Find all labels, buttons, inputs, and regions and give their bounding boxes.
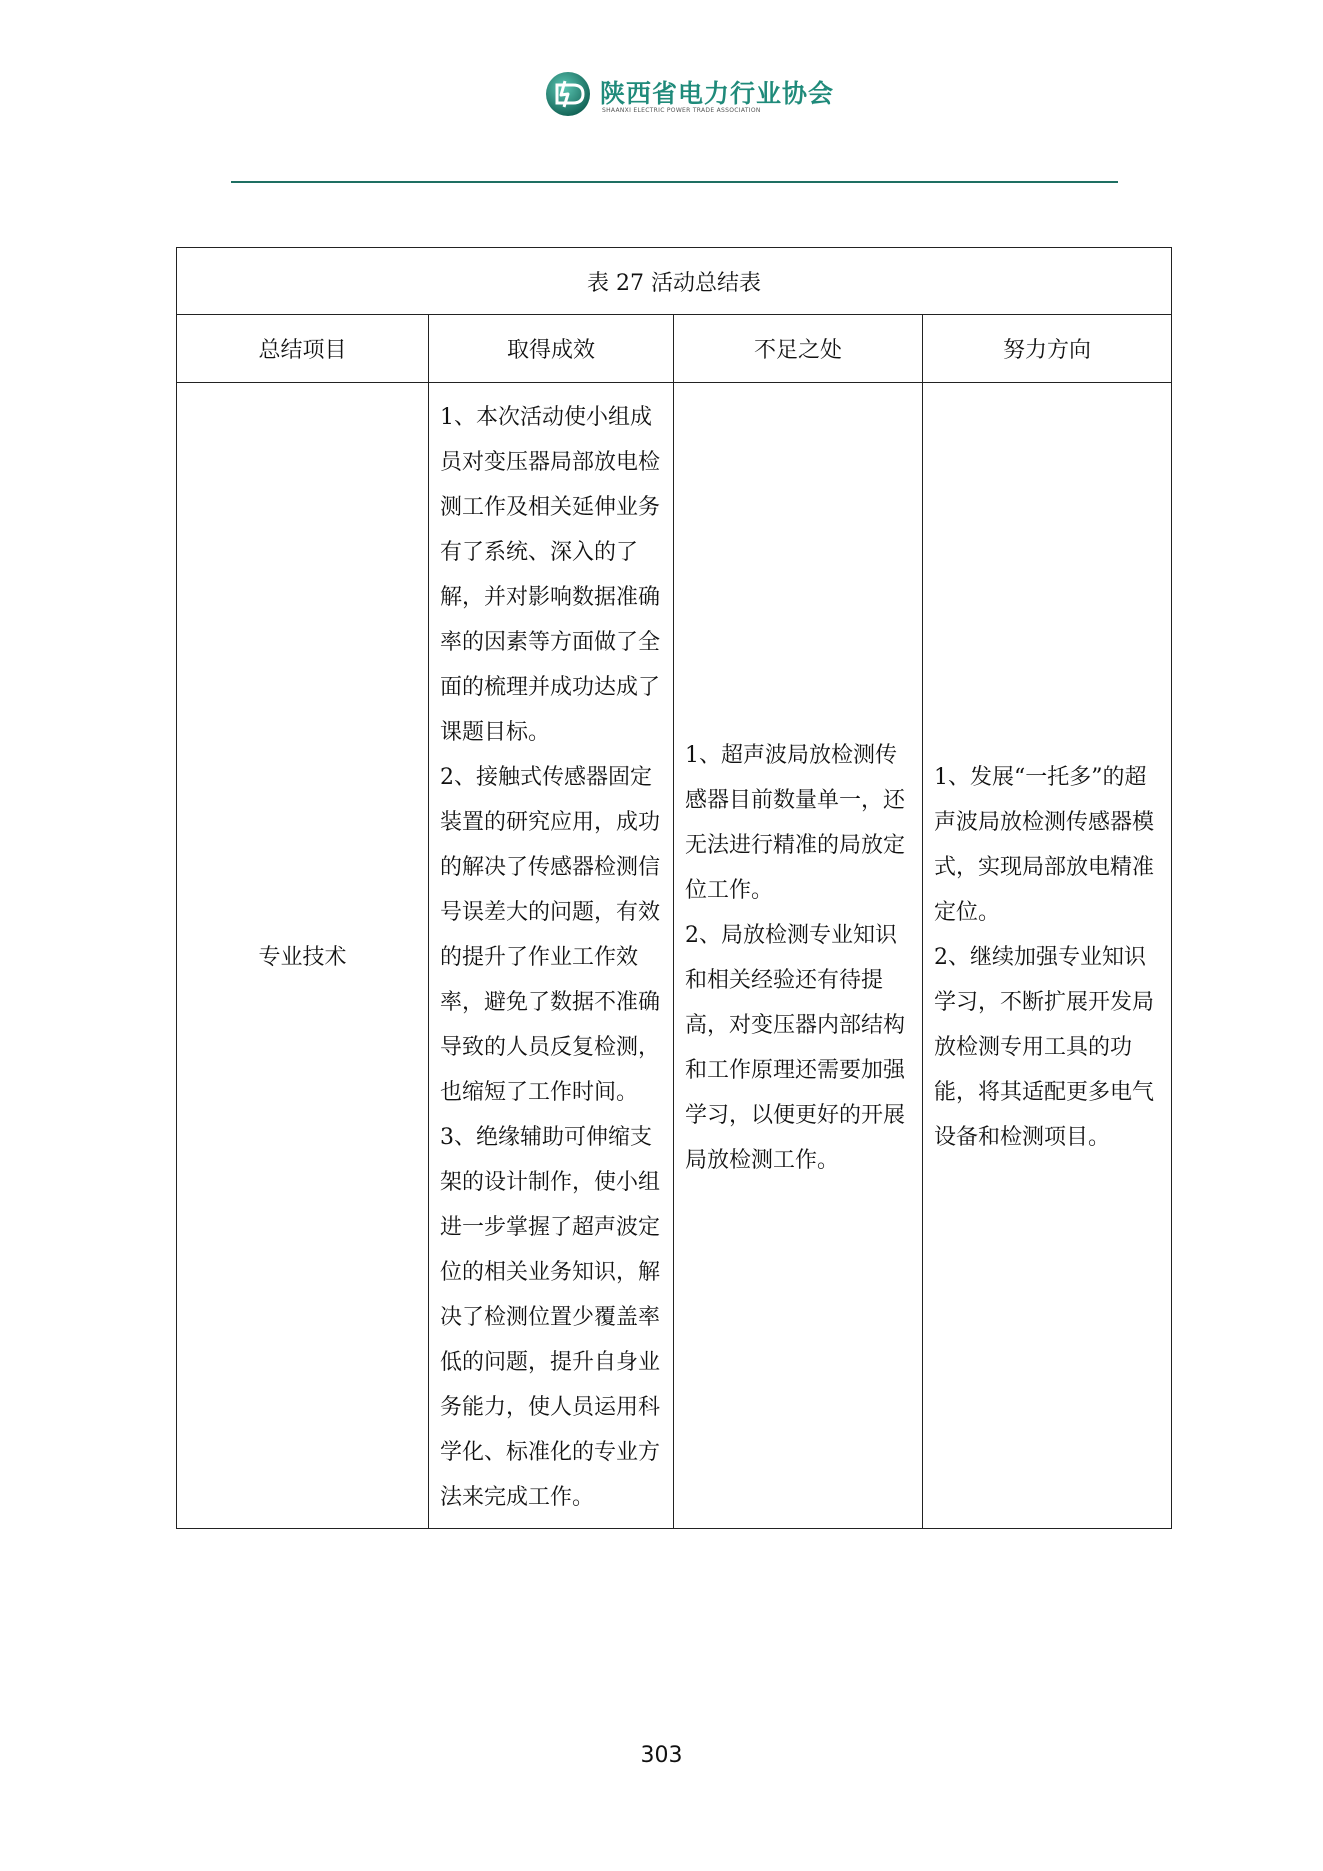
achievement-paragraph: 1、本次活动使小组成员对变压器局部放电检测工作及相关延伸业务有了系统、深入的了解，并对影响数据准确率的因素等方面做了全面的梳理并成功达成了课题目标。 [440,405,661,745]
association-name: 陕西省电力行业协会 [600,79,835,108]
direction-paragraph: 1、发展“一托多”的超声波局放检测传感器模式，实现局部放电精准定位。 [934,765,1155,925]
table-caption: 表 27 活动总结表 [177,248,1172,315]
direction-paragraph: 2、继续加强专业知识学习，不断扩展开发局放检测专用工具的功能，将其适配更多电气设备和检测项目。 [934,945,1155,1150]
column-header-directions: 努力方向 [923,315,1172,383]
header-divider [231,181,1118,183]
column-header-achievements: 取得成效 [429,315,674,383]
association-logo-icon [543,70,593,118]
table-row [177,383,1172,1529]
page-header [0,62,1323,122]
summary-item-cell: 专业技术 [177,383,429,1529]
association-name-en: SHAANXI ELECTRIC POWER TRADE ASSOCIATION [602,107,761,114]
achievements-cell [429,383,674,1529]
achievement-paragraph: 2、接触式传感器固定装置的研究应用，成功的解决了传感器检测信号误差大的问题，有效的提升了作业工作效率，避免了数据不准确导致的人员反复检测，也缩短了工作时间。 [440,765,661,1105]
table-caption-row [177,248,1172,315]
table-header-row [177,315,1172,383]
directions-cell [923,383,1172,1529]
column-header-shortcomings: 不足之处 [674,315,923,383]
page-number: 303 [640,1743,683,1768]
achievement-paragraph: 3、绝缘辅助可伸缩支架的设计制作，使小组进一步掌握了超声波定位的相关业务知识，解决了检测位置少覆盖率低的问题，提升自身业务能力，使人员运用科学化、标准化的专业方法来完成工作。 [440,1125,661,1510]
activity-summary-table [176,247,1172,1529]
column-header-item: 总结项目 [177,315,429,383]
shortcoming-paragraph: 2、局放检测专业知识和相关经验还有待提高，对变压器内部结构和工作原理还需要加强学习，以便更好的开展局放检测工作。 [685,922,906,1173]
shortcoming-paragraph: 1、超声波局放检测传感器目前数量单一，还无法进行精准的局放定位工作。 [685,742,906,903]
shortcomings-cell [674,383,923,1529]
